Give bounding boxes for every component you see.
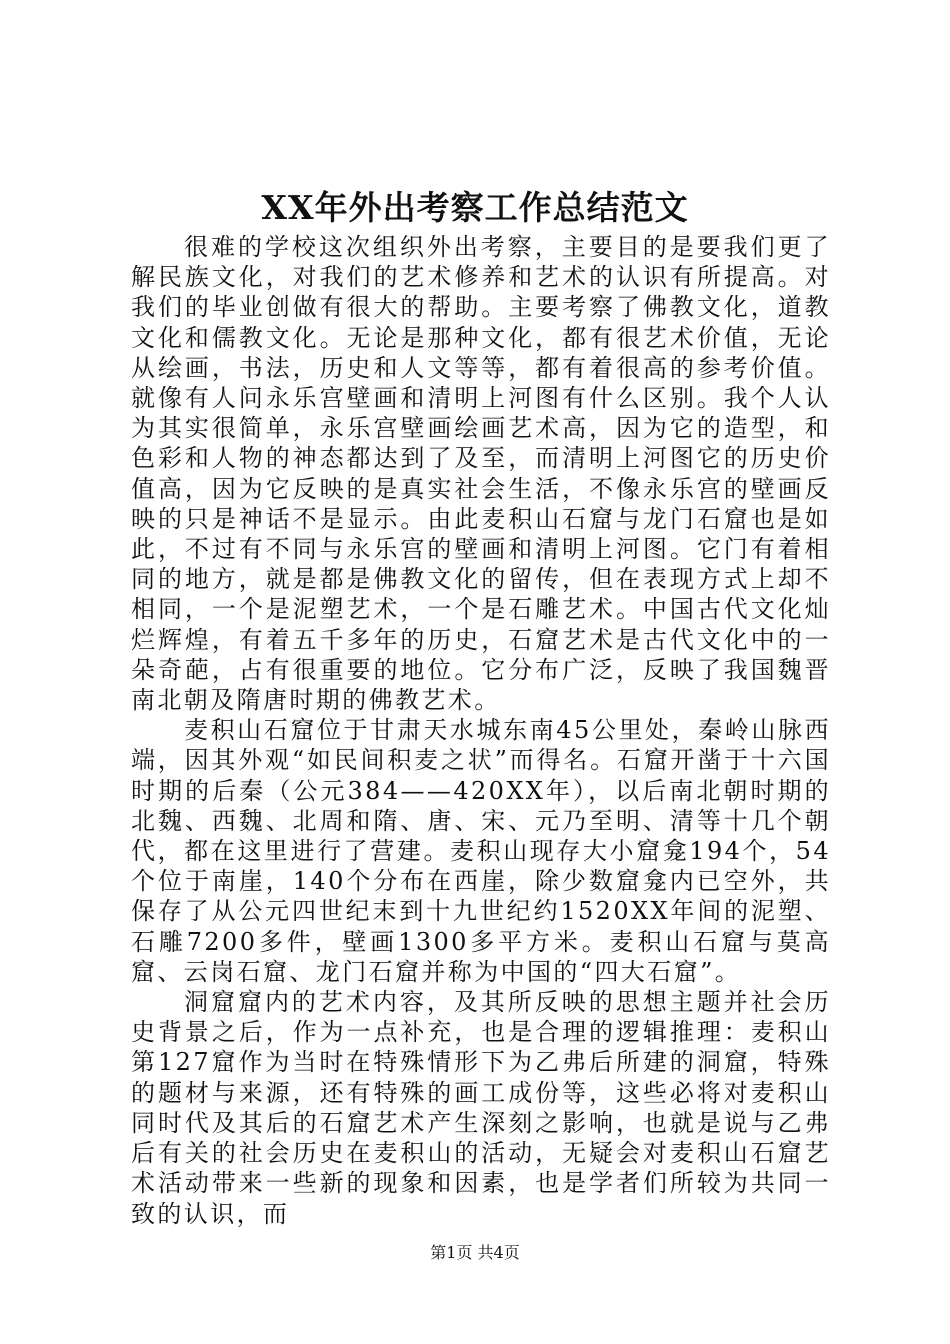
page-number-footer: 第1页 共4页: [430, 1243, 520, 1262]
body-paragraph-3: 洞窟窟内的艺术内容，及其所反映的思想主题并社会历史背景之后，作为一点补充，也是合理的逻辑推理：麦积山第127窟作为当时在特殊情形下为乙弗后所建的洞窟，特殊的题材与来源，还有特殊的画工成份等，这些必将对麦积山同时代及其后的石窟艺术产生深刻之影响，也就是说与乙弗后有关的社会历史在麦积山的活动，无疑会对麦积山石窟艺术活动带来一些新的现象和因素，也是学者们所较为共同一致的认识，而: [131, 988, 831, 1228]
body-paragraph-1: 很难的学校这次组织外出考察，主要目的是要我们更了解民族文化，对我们的艺术修养和艺术的认识有所提高。对我们的毕业创做有很大的帮助。主要考察了佛教文化，道教文化和儒教文化。无论是那种文化，都有很艺术价值，无论从绘画，书法，历史和人文等等，都有着很高的参考价值。就像有人问永乐宫壁画和清明上河图有什么区别。我个人认为其实很简单，永乐宫壁画绘画艺术高，因为它的造型，和色彩和人物的神态都达到了及至，而清明上河图它的历史价值高，因为它反映的是真实社会生活，不像永乐宫的壁画反映的只是神话不是显示。由此麦积山石窟与龙门石窟也是如此，不过有不同与永乐宫的壁画和清明上河图。它门有着相同的地方，就是都是佛教文化的留传，但在表现方式上却不相同，一个是泥塑艺术，一个是石雕艺术。中国古代文化灿烂辉煌，有着五千多年的历史，石窟艺术是古代文化中的一朵奇葩，占有很重要的地位。它分布广泛，反映了我国魏晋南北朝及隋唐时期的佛教艺术。: [131, 233, 831, 715]
document-body: [131, 232, 831, 1229]
document-title: XX年外出考察工作总结范文: [261, 188, 689, 227]
body-paragraph-2: 麦积山石窟位于甘肃天水城东南45公里处，秦岭山脉西端，因其外观“如民间积麦之状”而得名。石窟开凿于十六国时期的后秦（公元384——420XX年），以后南北朝时期的北魏、西魏、北周和隋、唐、宋、元乃至明、清等十几个朝代，都在这里进行了营建。麦积山现存大小窟龛194个，54个位于南崖，140个分布在西崖，除少数窟龛内已空外，共保存了从公元四世纪末到十九世纪约1520XX年间的泥塑、石雕7200多件，壁画1300多平方米。麦积山石窟与莫高窟、云岗石窟、龙门石窟并称为中国的“四大石窟”。: [131, 716, 831, 986]
